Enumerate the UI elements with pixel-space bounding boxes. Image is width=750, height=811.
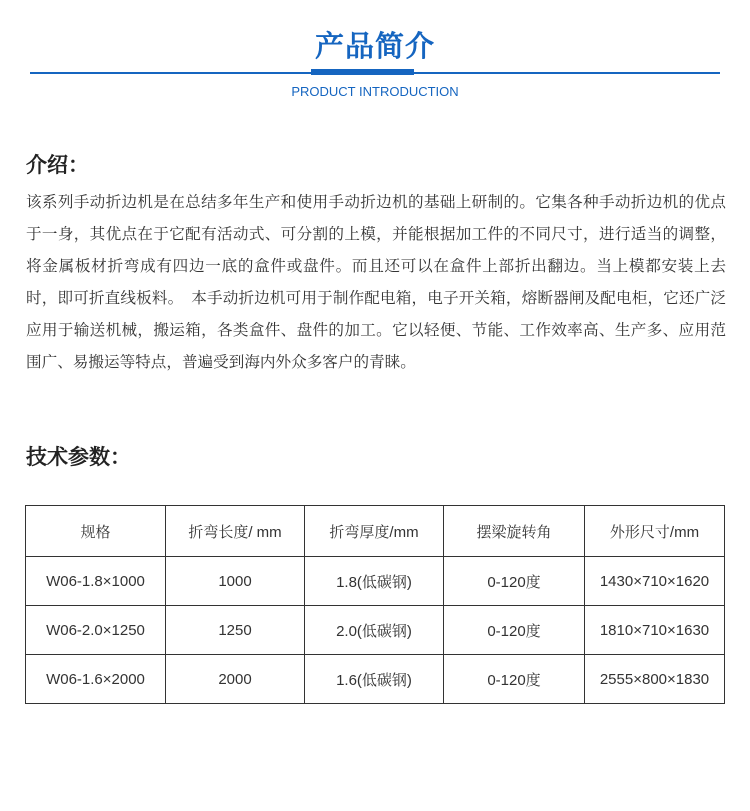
page-title: 产品简介	[314, 29, 435, 63]
table-row	[26, 655, 725, 704]
column-header: 折弯长度/ mm	[166, 506, 305, 557]
intro-paragraph: 该系列手动折边机是在总结多年生产和使用手动折边机的基础上研制的。它集各种手动折边机的优点于一身，其优点在于它配有活动式、可分割的上模，并能根据加工件的不同尺寸，进行适当的调整，将金属板材折弯成有四边一底的盒件或盘件。而且还可以在盒件上部折出翻边。当上模都安装上去时，即可折直线板料。 本手动折边机可用于制作配电箱，电子开关箱，熔断器闸及配电柜，它还广泛应用于输送机械，搬运箱，各类盒件、盘件的加工。它以轻便、节能、工作效率高、生产多、应用范围广、易搬运等特点，普遍受到海内外众多客户的青睐。	[26, 193, 726, 371]
table-cell: 2555×800×1830	[585, 655, 725, 704]
column-header: 折弯厚度/mm	[305, 506, 444, 557]
table-header-row	[26, 506, 725, 557]
table-cell: 1.6(低碳钢)	[305, 655, 444, 704]
table-cell: 0-120度	[444, 606, 585, 655]
table-cell: 1810×710×1630	[585, 606, 725, 655]
column-header: 摆梁旋转角	[444, 506, 585, 557]
table-cell: W06-2.0×1250	[26, 606, 166, 655]
table-cell: 0-120度	[444, 655, 585, 704]
table-cell: W06-1.8×1000	[26, 557, 166, 606]
intro-heading: 介绍：	[26, 153, 89, 177]
table-cell: 1.8(低碳钢)	[305, 557, 444, 606]
table-cell: 2.0(低碳钢)	[305, 606, 444, 655]
table-cell: 2000	[166, 655, 305, 704]
table-cell: 1250	[166, 606, 305, 655]
table-cell: W06-1.6×2000	[26, 655, 166, 704]
table-cell: 0-120度	[444, 557, 585, 606]
table-cell: 1000	[166, 557, 305, 606]
page-subtitle: PRODUCT INTRODUCTION	[291, 84, 459, 99]
title-underline	[311, 69, 414, 75]
table-row	[26, 557, 725, 606]
table-cell: 1430×710×1620	[585, 557, 725, 606]
column-header: 规格	[26, 506, 166, 557]
spec-table	[25, 505, 725, 704]
column-header: 外形尺寸/mm	[585, 506, 725, 557]
spec-heading: 技术参数：	[26, 445, 131, 469]
table-row	[26, 606, 725, 655]
